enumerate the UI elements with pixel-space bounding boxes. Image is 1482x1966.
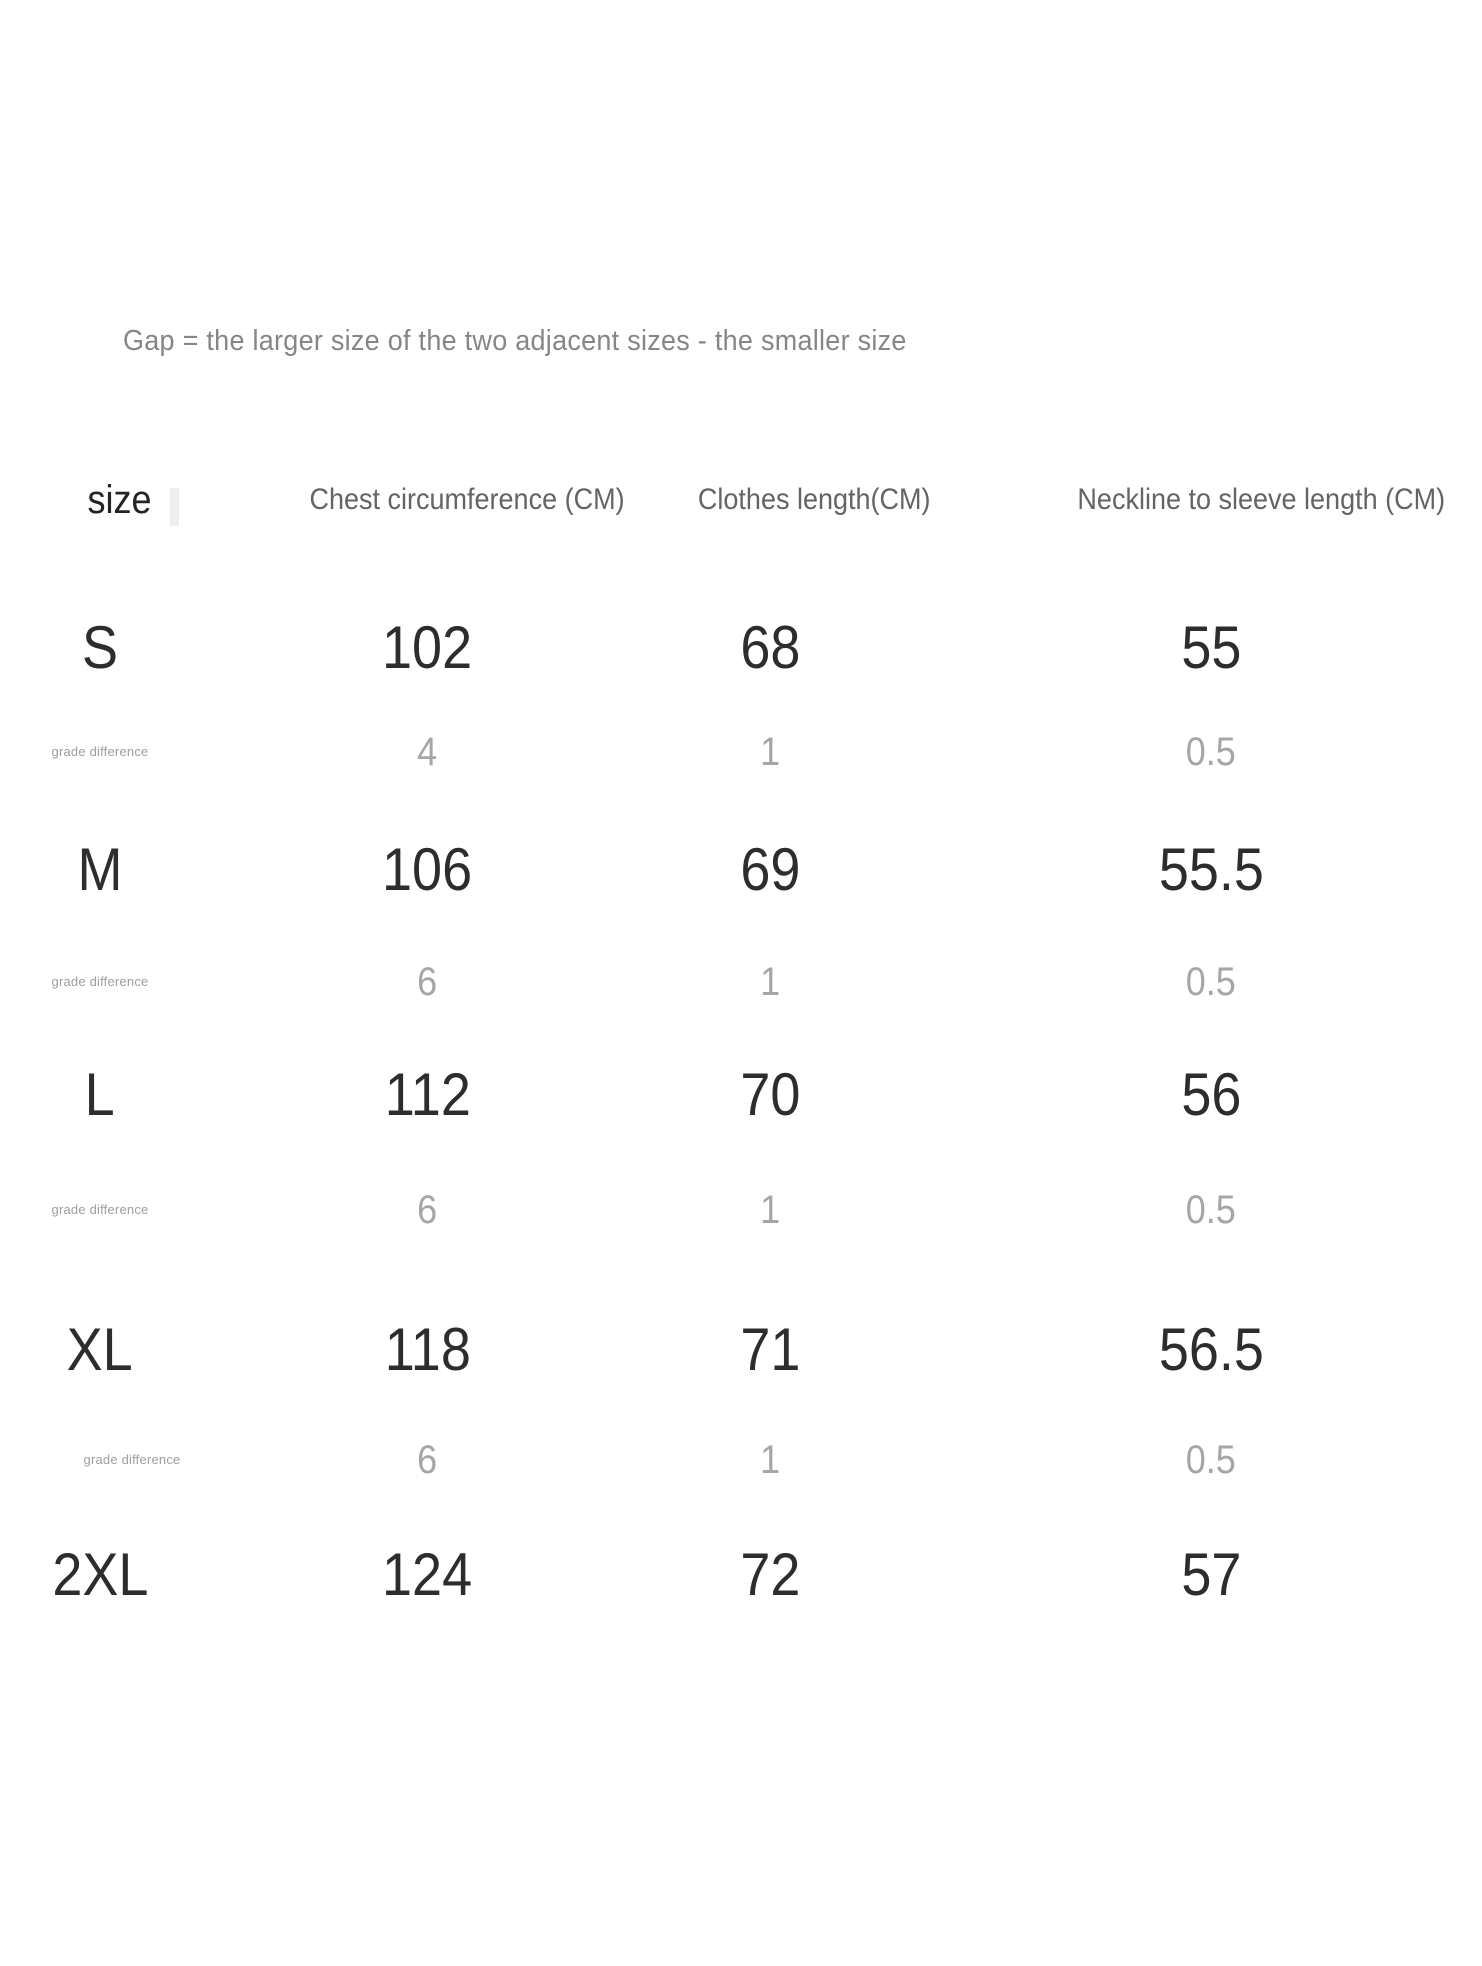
length-grade-value: 1 <box>759 960 781 1004</box>
size-row-2xl <box>0 1530 1482 1620</box>
size-label: XL <box>66 1316 134 1383</box>
sleeve-value: 55 <box>1180 614 1242 681</box>
chest-grade-value: 6 <box>417 1438 438 1482</box>
sleeve-grade-value: 0.5 <box>1185 960 1237 1004</box>
chest-grade-value: 6 <box>417 960 438 1004</box>
length-value: 71 <box>739 1316 801 1383</box>
length-value: 72 <box>739 1541 801 1608</box>
col-header-sleeve: Neckline to sleeve length (CM) <box>1077 483 1445 516</box>
length-value: 70 <box>739 1061 801 1128</box>
col-header-chest: Chest circumference (CM) <box>309 483 626 516</box>
size-label: M <box>77 836 123 903</box>
sleeve-grade-value: 0.5 <box>1185 1438 1237 1482</box>
sleeve-grade-value: 0.5 <box>1185 1188 1237 1232</box>
size-row-xl <box>0 1305 1482 1395</box>
chest-value: 118 <box>384 1316 471 1383</box>
gap-note: Gap = the larger size of the two adjacent sizes - the smaller size <box>123 325 907 357</box>
length-grade-value: 1 <box>759 1438 781 1482</box>
chest-value: 112 <box>384 1061 471 1128</box>
chest-grade-value: 4 <box>417 730 438 774</box>
table-header-row <box>0 455 1482 545</box>
sleeve-grade-value: 0.5 <box>1185 730 1237 774</box>
size-row-l <box>0 1050 1482 1140</box>
size-row-s <box>0 603 1482 693</box>
grade-difference-label: grade difference <box>51 974 149 989</box>
length-grade-value: 1 <box>759 1188 781 1232</box>
sleeve-value: 55.5 <box>1158 836 1264 903</box>
chest-grade-value: 6 <box>417 1188 438 1232</box>
sleeve-value: 56.5 <box>1158 1316 1264 1383</box>
sleeve-value: 56 <box>1180 1061 1242 1128</box>
col-header-length: Clothes length(CM) <box>697 483 931 516</box>
length-value: 68 <box>739 614 801 681</box>
grade-difference-label: grade difference <box>51 1202 149 1217</box>
grade-row-s-m <box>0 712 1482 792</box>
col-header-size: size <box>87 478 153 522</box>
size-row-m <box>0 825 1482 915</box>
grade-row-m-l <box>0 942 1482 1022</box>
length-grade-value: 1 <box>759 730 781 774</box>
grade-row-l-xl <box>0 1170 1482 1250</box>
grade-difference-label: grade difference <box>83 1452 181 1467</box>
size-label: S <box>81 614 119 681</box>
size-label: 2XL <box>51 1541 149 1608</box>
grade-difference-label: grade difference <box>51 744 149 759</box>
sleeve-value: 57 <box>1180 1541 1242 1608</box>
chest-value: 102 <box>382 614 473 681</box>
grade-row-xl-2xl <box>0 1420 1482 1500</box>
chest-value: 106 <box>382 836 473 903</box>
size-label: L <box>84 1061 116 1128</box>
length-value: 69 <box>739 836 801 903</box>
chest-value: 124 <box>382 1541 473 1608</box>
